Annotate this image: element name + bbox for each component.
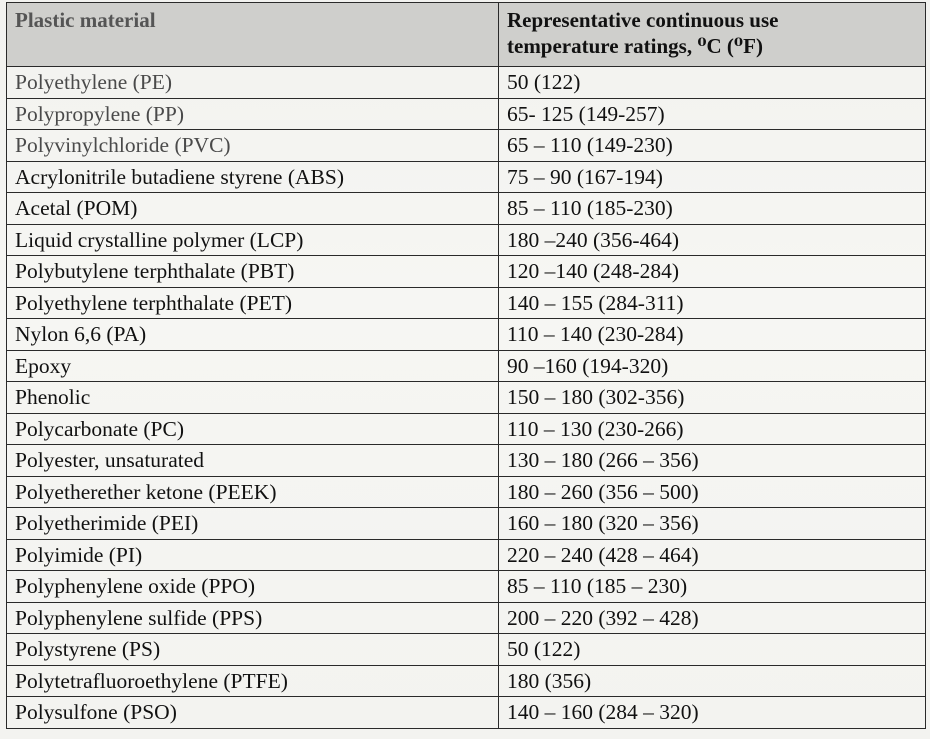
plastic-material-cell: Polystyrene (PS) xyxy=(7,634,499,666)
temperature-rating-cell: 120 –140 (248-284) xyxy=(499,256,926,288)
temperature-rating-cell: 50 (122) xyxy=(499,67,926,99)
plastic-material-cell: Polyetherimide (PEI) xyxy=(7,508,499,540)
temperature-rating-cell: 140 – 155 (284-311) xyxy=(499,287,926,319)
temperature-rating-cell: 160 – 180 (320 – 356) xyxy=(499,508,926,540)
plastic-material-cell: Liquid crystalline polymer (LCP) xyxy=(7,224,499,256)
table-header-row xyxy=(7,3,926,67)
temperature-rating-cell: 50 (122) xyxy=(499,634,926,666)
temperature-rating-cell: 150 – 180 (302-356) xyxy=(499,382,926,414)
plastic-material-cell: Polyimide (PI) xyxy=(7,539,499,571)
table-row xyxy=(7,697,926,729)
temperature-rating-cell: 180 (356) xyxy=(499,665,926,697)
header-plastic-material: Plastic material xyxy=(7,3,499,67)
plastic-material-cell: Polyphenylene sulfide (PPS) xyxy=(7,602,499,634)
header-rating-line1: Representative continuous use xyxy=(507,8,779,32)
plastic-material-cell: Polycarbonate (PC) xyxy=(7,413,499,445)
temperature-rating-cell: 200 – 220 (392 – 428) xyxy=(499,602,926,634)
header-temperature-rating xyxy=(499,3,926,67)
table-row xyxy=(7,287,926,319)
temperature-rating-cell: 65- 125 (149-257) xyxy=(499,98,926,130)
plastic-material-cell: Nylon 6,6 (PA) xyxy=(7,319,499,351)
temperature-rating-cell: 180 – 260 (356 – 500) xyxy=(499,476,926,508)
temperature-rating-cell: 130 – 180 (266 – 356) xyxy=(499,445,926,477)
temperature-rating-cell: 110 – 130 (230-266) xyxy=(499,413,926,445)
plastic-material-cell: Polyethylene terphthalate (PET) xyxy=(7,287,499,319)
temperature-rating-cell: 180 –240 (356-464) xyxy=(499,224,926,256)
table-row xyxy=(7,319,926,351)
plastic-material-cell: Polyphenylene oxide (PPO) xyxy=(7,571,499,603)
plastic-material-cell: Polytetrafluoroethylene (PTFE) xyxy=(7,665,499,697)
table-row xyxy=(7,665,926,697)
table-row xyxy=(7,193,926,225)
table-body xyxy=(7,67,926,729)
table-row xyxy=(7,445,926,477)
plastic-material-cell: Polyester, unsaturated xyxy=(7,445,499,477)
table-row xyxy=(7,130,926,162)
temperature-rating-cell: 85 – 110 (185-230) xyxy=(499,193,926,225)
plastic-material-cell: Polysulfone (PSO) xyxy=(7,697,499,729)
table-row xyxy=(7,476,926,508)
temperature-ratings-table xyxy=(6,2,926,729)
table-row xyxy=(7,634,926,666)
table-row xyxy=(7,413,926,445)
plastic-material-cell: Polyethylene (PE) xyxy=(7,67,499,99)
plastic-material-cell: Polyetherether ketone (PEEK) xyxy=(7,476,499,508)
table-row xyxy=(7,161,926,193)
temperature-rating-cell: 220 – 240 (428 – 464) xyxy=(499,539,926,571)
table-row xyxy=(7,508,926,540)
plastic-material-cell: Phenolic xyxy=(7,382,499,414)
temperature-rating-cell: 110 – 140 (230-284) xyxy=(499,319,926,351)
table-row xyxy=(7,67,926,99)
table-row xyxy=(7,98,926,130)
temperature-rating-cell: 85 – 110 (185 – 230) xyxy=(499,571,926,603)
table-row xyxy=(7,602,926,634)
plastic-material-cell: Epoxy xyxy=(7,350,499,382)
plastic-material-cell: Acetal (POM) xyxy=(7,193,499,225)
plastic-material-cell: Polyvinylchloride (PVC) xyxy=(7,130,499,162)
table-row xyxy=(7,539,926,571)
plastic-material-cell: Polybutylene terphthalate (PBT) xyxy=(7,256,499,288)
plastic-material-cell: Polypropylene (PP) xyxy=(7,98,499,130)
table-row xyxy=(7,350,926,382)
table-row xyxy=(7,256,926,288)
temperature-rating-cell: 140 – 160 (284 – 320) xyxy=(499,697,926,729)
table-row xyxy=(7,571,926,603)
table-row xyxy=(7,224,926,256)
temperature-rating-cell: 65 – 110 (149-230) xyxy=(499,130,926,162)
temperature-rating-cell: 90 –160 (194-320) xyxy=(499,350,926,382)
header-rating-line2: temperature ratings, ⁰C (⁰F) xyxy=(507,34,763,58)
temperature-rating-cell: 75 – 90 (167-194) xyxy=(499,161,926,193)
plastic-material-cell: Acrylonitrile butadiene styrene (ABS) xyxy=(7,161,499,193)
table-row xyxy=(7,382,926,414)
